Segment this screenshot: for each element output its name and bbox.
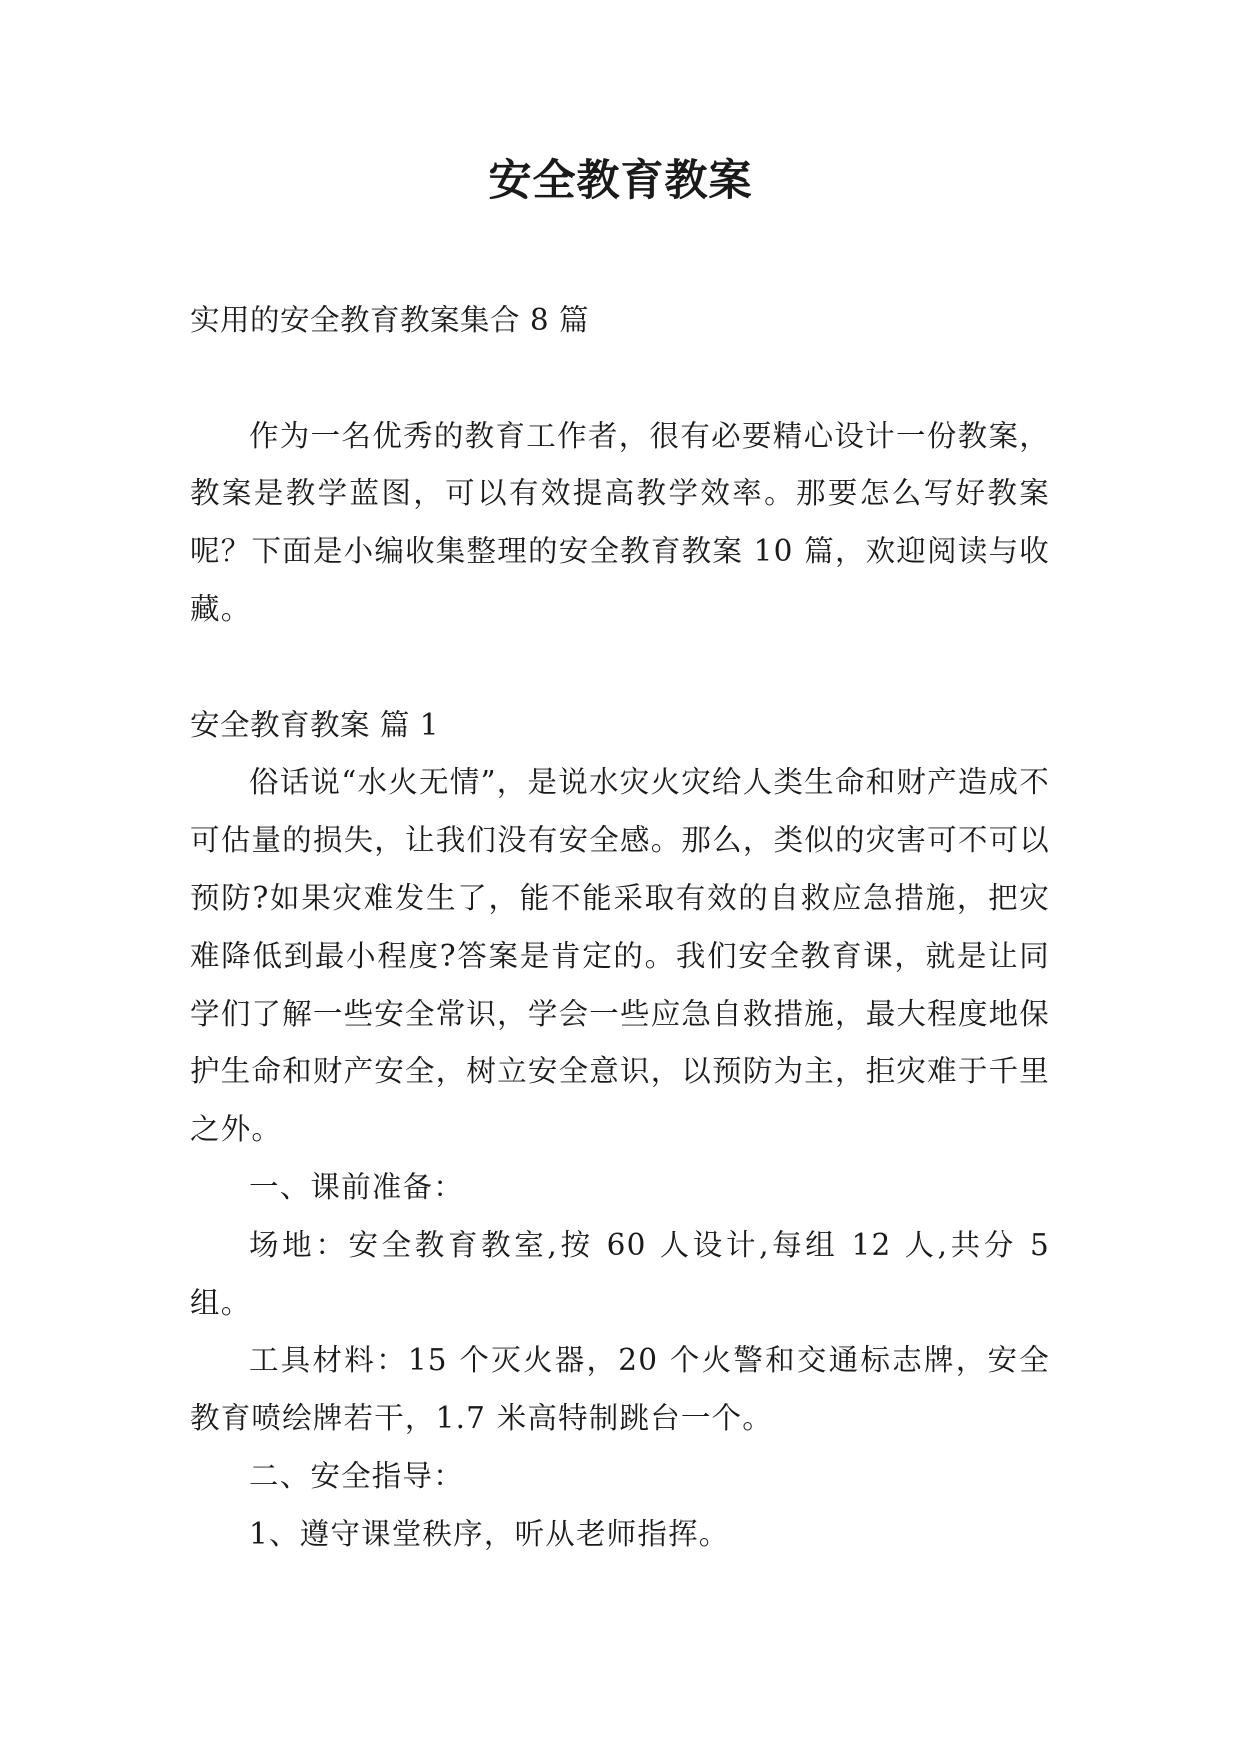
section-heading: 安全教育教案 篇 1 xyxy=(190,707,440,742)
spacer xyxy=(190,639,1050,697)
section-paragraph: 俗话说“水火无情”，是说水灾火灾给人类生命和财产造成不可估量的损失，让我们没有安全感。那么，类似的灾害可不可以预防?如果灾难发生了，能不能采取有效的自救应急措施，把灾难降低到最小程度?答案是肯定的。我们安全教育课，就是让同学们了解一些安全常识，学会一些应急自救措施，最大程度地保护生命和财产安全，树立安全意识，以预防为主，拒灾难于千里之外。 xyxy=(190,765,1050,1147)
prep-heading: 一、课前准备： xyxy=(249,1169,464,1204)
spacer xyxy=(190,350,1050,408)
intro-paragraph: 作为一名优秀的教育工作者，很有必要精心设计一份教案，教案是教学蓝图，可以有效提高教学效率。那要怎么写好教案呢？下面是小编收集整理的安全教育教案 10 篇，欢迎阅读与收藏。 xyxy=(190,418,1050,626)
document-title: 安全教育教案 xyxy=(488,156,753,206)
document-body xyxy=(190,292,1050,1564)
guidance-heading: 二、安全指导： xyxy=(249,1458,464,1493)
guidance-item: 1、遵守课堂秩序，听从老师指挥。 xyxy=(249,1516,730,1551)
venue-paragraph: 场地：安全教育教室,按 60 人设计,每组 12 人,共分 5 组。 xyxy=(190,1227,1050,1320)
tools-paragraph: 工具材料：15 个灭火器，20 个火警和交通标志牌，安全教育喷绘牌若干，1.7 米高特制跳台一个。 xyxy=(190,1343,1050,1436)
document-subtitle: 实用的安全教育教案集合 8 篇 xyxy=(190,303,590,337)
